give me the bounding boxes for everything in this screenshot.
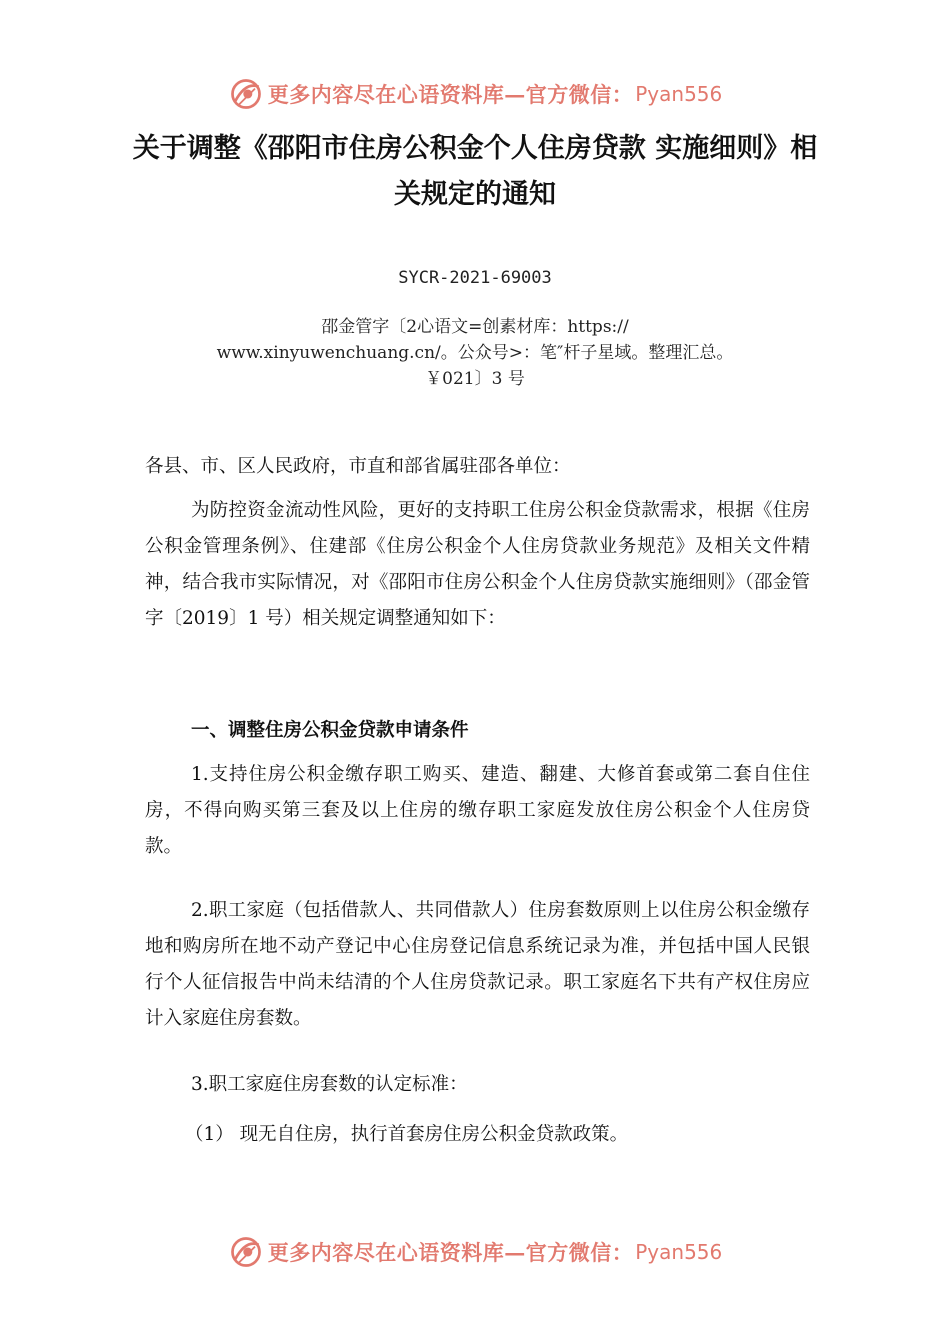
brand-logo-icon [228, 1234, 264, 1270]
document-number: SYCR-2021-69003 [398, 268, 552, 288]
brand-logo-icon [228, 76, 264, 112]
document-title: 关于调整《邵阳市住房公积金个人住房贷款 实施细则》相关规定的通知 [132, 133, 818, 210]
item-3-sub-1-block [145, 1117, 810, 1153]
salutation-block [145, 449, 810, 485]
item-2-paragraph: 2.职工家庭（包括借款人、共同借款人）住房套数原则上以住房公积金缴存地和购房所在地不动产登记中心住房登记信息系统记录为准，并包括中国人民银行个人征信报告中尚未结清的个人住房贷款记录。职工家庭名下共有产权住房应计入家庭住房套数。 [145, 900, 810, 1029]
watermark-banner-bottom [0, 1230, 950, 1274]
item-1-paragraph: 1.支持住房公积金缴存职工购买、建造、翻建、大修首套或第二套自住住房，不得向购买第三套及以上住房的缴存职工家庭发放住房公积金个人住房贷款。 [145, 764, 810, 857]
item-1-block [145, 757, 810, 865]
intro-paragraph: 为防控资金流动性风险，更好的支持职工住房公积金贷款需求，根据《住房公积金管理条例》、住建部《住房公积金个人住房贷款业务规范》及相关文件精神，结合我市实际情况，对《邵阳市住房公积金个人住房贷款实施细则》（邵金管字〔2019〕1 号）相关规定调整通知如下： [145, 500, 810, 629]
reference-line-1: 邵金管字〔2心语文=创素材库：https:// [321, 317, 629, 337]
intro-block [145, 493, 810, 637]
salutation: 各县、市、区人民政府，市直和部省属驻邵各单位： [145, 456, 571, 477]
section-heading: 一、调整住房公积金贷款申请条件 [191, 720, 469, 741]
item-2-block [145, 893, 810, 1037]
reference-line-3: ￥021〕3 号 [425, 369, 525, 389]
watermark-wechat-id: Pyan556 [635, 82, 723, 106]
item-3-sub-1-paragraph: （1） 现无自住房，执行首套房住房公积金贷款政策。 [185, 1124, 629, 1145]
watermark-banner-top [0, 72, 950, 116]
reference-number [150, 314, 800, 392]
watermark-brand-text: 更多内容尽在心语资料库—官方微信： [267, 82, 634, 107]
item-3-block [145, 1067, 810, 1103]
section-heading-block [145, 713, 810, 749]
item-3-paragraph: 3.职工家庭住房套数的认定标准： [191, 1074, 468, 1095]
watermark-wechat-id: Pyan556 [635, 1240, 723, 1264]
reference-line-2: www.xinyuwenchuang.cn/。公众号>：笔″杆子星域。整理汇总。 [216, 343, 734, 363]
watermark-brand-text: 更多内容尽在心语资料库—官方微信： [267, 1240, 634, 1265]
